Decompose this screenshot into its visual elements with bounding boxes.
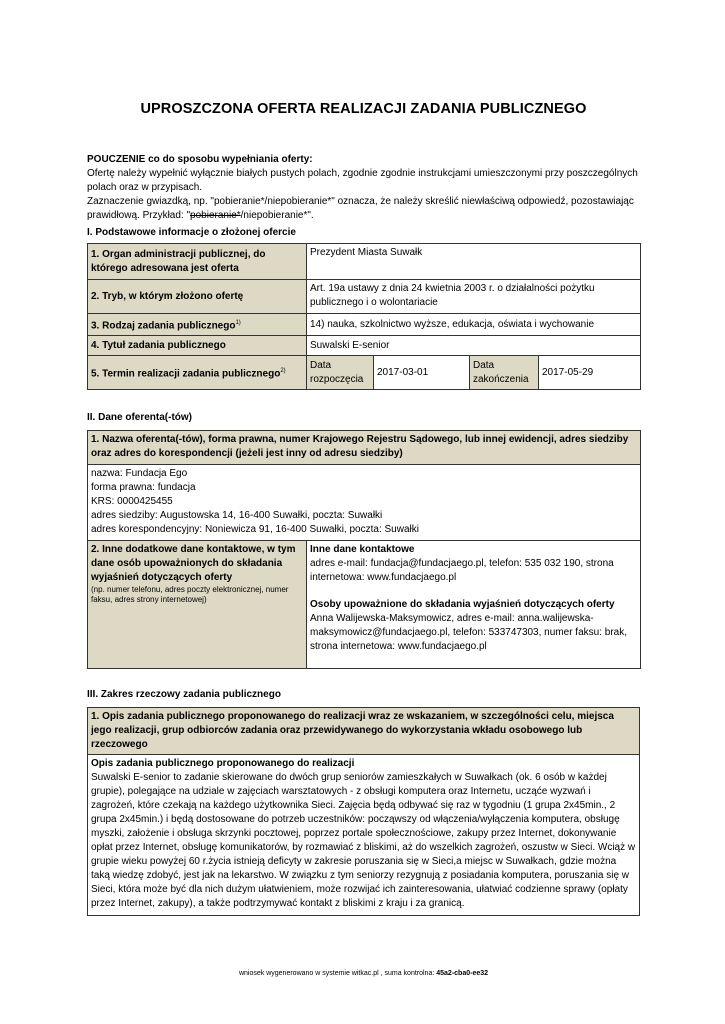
offeror-details [88, 465, 641, 541]
task-description-text: Suwalski E-senior to zadanie skierowane do dwóch grup seniorów zamieszkałych w Suwałkach (ok. 6 osób w każdej grupie), polegające na udziale w zajęciach warsztatowych - z obsługi komputera oraz Internetu, ucząće wyzwań i zagrożeń, które czekają na każdego użytkownika Sieci. Zajęcia będą odbywać się raz w tygodniu (1 grupa 2x45min., 2 grupa 2x45min.) i będą dostosowane do potrzeb uczestników: począwszy od włączenia/wyłączenia komputera, obsługę myszki, założenie i obsługa skrzynki pocztowej, poprzez portale społecznościowe, zakupy przez Internet, dokonywanie opłat przez Internet, obsługę komunikatorów, by rozmawiać z bliskimi, aż do wszelkich zagrożeń, oszustw w Sieci. Wciąż w grupie wieku powyżej 60 r.życia istnieją deficyty w zakresie poruszania się w Sieci,a miejsc w Suwałkach, gdzie można taką wiedzę zdobyć, jest jak na lekarstwo. W związku z tym seniorzy rezygnują z posiadania komputera, poruszania się w Sieci, która może być dla nich dużym ułatwieniem, może rozwijać ich zainteresowania, ułatwiać codzienne sprawy (opłaty przez Internet, zakupy), a także podtrzymywać kontakt z bliskimi z kraju i za granicą. [91, 772, 636, 909]
authorized-heading: Osoby upoważnione do składania wyjaśnień dotyczących oferty [310, 599, 615, 610]
page-footer [87, 970, 640, 977]
row-label [88, 356, 307, 390]
notice-line-2-end: /niepobieranie*". [240, 210, 314, 221]
offeror-line: KRS: 0000425455 [91, 496, 173, 507]
end-date-label: Data zakończenia [470, 356, 539, 390]
contact-note: (np. numer telefonu, adres poczty elektronicznej, numer faksu, adres strony internetowej) [91, 585, 289, 604]
offeror-name-header: 1. Nazwa oferenta(-tów), forma prawna, numer Krajowego Rejestru Sądowego, lub innej ewidencji, adres siedziby oraz adres do korespondencji (jeżeli jest inny od adresu siedziby) [88, 431, 641, 465]
table-row [88, 708, 640, 755]
section-1-heading: I. Podstawowe informacje o złożonej ofercie [87, 227, 296, 238]
footnote-marker: 1) [235, 320, 241, 326]
row-label: 1. Organ administracji publicznej, do którego adresowana jest oferta [88, 244, 307, 280]
offeror-line: forma prawna: fundacja [91, 482, 196, 493]
notice-struck-example: pobieranie* [190, 210, 241, 221]
row-label: 4. Tytuł zadania publicznego [88, 336, 307, 356]
contact-text: adres e-mail: fundacja@fundacjaego.pl, telefon: 535 032 190, strona internetowa: www.fundacjaego.pl [310, 558, 614, 583]
notice-line-2 [87, 195, 640, 223]
offeror-line: nazwa: Fundacja Ego [91, 468, 188, 479]
notice-line-1: Ofertę należy wypełnić wyłącznie białych pustych polach, zgodnie zgodnie instrukcjami umieszczonymi przy poszczególnych polach oraz w przypisach. [87, 168, 638, 193]
notice-block [87, 153, 640, 223]
table-row [88, 280, 641, 314]
table-row [88, 755, 640, 916]
offeror-line: adres siedziby: Augustowska 14, 16-400 Suwałki, poczta: Suwałki [91, 510, 383, 521]
section-3-table [87, 707, 640, 916]
contact-label-cell [88, 541, 307, 669]
section-1-table [87, 243, 641, 390]
table-row [88, 356, 641, 390]
section-3-heading: III. Zakres rzeczowy zadania publicznego [87, 689, 281, 700]
start-date-label: Data rozpoczęcia [307, 356, 374, 390]
table-row [88, 431, 641, 465]
task-description-heading: Opis zadania publicznego proponowanego do realizacji [91, 758, 355, 769]
section-2-table [87, 430, 641, 669]
row-value: Prezydent Miasta Suwałk [307, 244, 641, 280]
task-description-cell [88, 755, 640, 916]
footer-checksum: 45a2-cba0-ee32 [436, 970, 489, 977]
row-label-text: 5. Termin realizacji zadania publicznego [91, 368, 281, 380]
document-title: UPROSZCZONA OFERTA REALIZACJI ZADANIA PUBLICZNEGO [140, 101, 587, 117]
notice-line-2-text: Zaznaczenie gwiazdką, np. "pobieranie*/niepobieranie*" oznacza, że należy skreślić niewłaściwą odpowiedź, pozostawiając prawidłową. Przykład: " [87, 196, 634, 221]
section-2-heading: II. Dane oferenta(-tów) [87, 412, 193, 423]
notice-heading: POUCZENIE co do sposobu wypełniania oferty: [87, 154, 313, 165]
contact-label: 2. Inne dodatkowe dane kontaktowe, w tym dane osób upoważnionych do składania wyjaśnień dotyczących oferty [91, 544, 296, 583]
task-description-header: 1. Opis zadania publicznego proponowanego do realizacji wraz ze wskazaniem, w szczególności celu, miejsca jego realizacji, grup odbiorców zadania oraz przewidywanego do wykorzystania wkładu osobowego lub rzeczowego [88, 708, 640, 755]
footnote-marker: 2) [280, 368, 286, 375]
footer-text: wniosek wygenerowano w systemie witkac.pl , suma kontrolna: [238, 970, 437, 977]
row-label: 2. Tryb, w którym złożono ofertę [88, 280, 307, 314]
table-row [88, 244, 641, 280]
row-label-text: 3. Rodzaj zadania publicznego [91, 320, 236, 332]
offeror-line: adres korespondencyjny: Noniewicza 91, 16-400 Suwałki, poczta: Suwałki [91, 524, 419, 535]
table-row [88, 541, 641, 669]
table-row [88, 465, 641, 541]
row-value: 14) nauka, szkolnictwo wyższe, edukacja, oświata i wychowanie [307, 314, 641, 336]
row-label [88, 314, 307, 336]
row-value: Art. 19a ustawy z dnia 24 kwietnia 2003 r. o działalności pożytku publicznego i o wolontariacie [307, 280, 641, 314]
contact-value-cell [307, 541, 641, 669]
start-date-value: 2017-03-01 [374, 356, 470, 390]
table-row [88, 336, 641, 356]
table-row [88, 314, 641, 336]
row-value: Suwalski E-senior [307, 336, 641, 356]
contact-heading: Inne dane kontaktowe [310, 544, 415, 555]
end-date-value: 2017-05-29 [539, 356, 641, 390]
authorized-text: Anna Walijewska-Maksymowicz, adres e-mail: anna.walijewska-maksymowicz@fundacjaego.pl, telefon: 533747303, numer faksu: brak, strona internetowa: www.fundacjaego.pl [310, 613, 627, 652]
